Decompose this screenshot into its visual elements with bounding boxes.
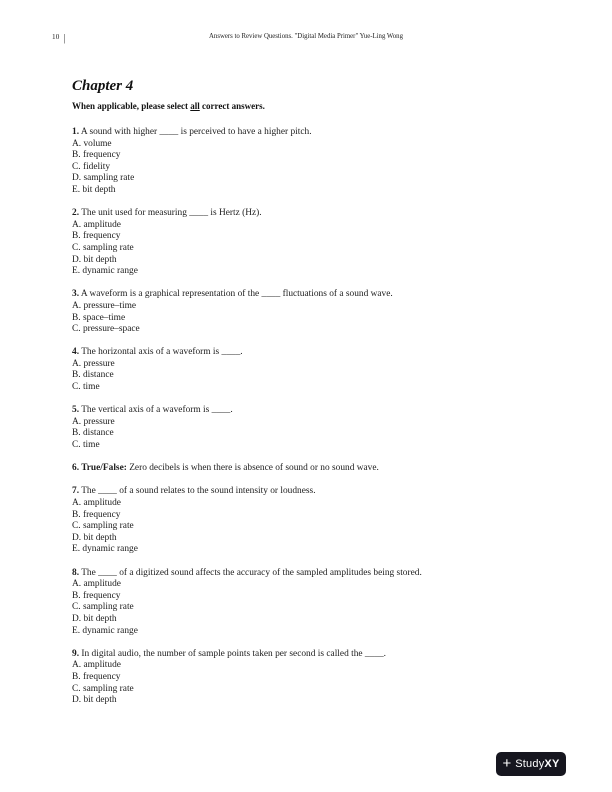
question-number: 8. [72, 567, 80, 578]
answer-option: A. amplitude [72, 660, 121, 671]
answer-option: D. bit depth [72, 613, 117, 624]
question-text: The unit used for measuring ____ is Hertz (Hz). [79, 208, 262, 219]
answer-option: A. volume [72, 138, 112, 149]
question-block [72, 463, 546, 475]
question-line [72, 568, 546, 580]
question-text: The ____ of a digitized sound affects the accuracy of the sampled amplitudes being stored. [79, 567, 422, 578]
answer-option: A. amplitude [72, 219, 121, 230]
question-text: Zero decibels is when there is absence of sound or no sound wave. [126, 463, 379, 474]
questions-list [72, 127, 546, 707]
page-number-value: 10 [52, 33, 60, 41]
plus-icon: + [502, 755, 512, 772]
question-line [72, 649, 546, 661]
question-block [72, 127, 546, 197]
answer-option: D. sampling rate [72, 173, 135, 184]
answer-option: C. sampling rate [72, 683, 134, 694]
question-text: In digital audio, the number of sample points taken per second is called the ____. [79, 648, 386, 659]
question-text: The horizontal axis of a waveform is ____. [79, 347, 243, 358]
question-block [72, 568, 546, 638]
answer-option: E. dynamic range [72, 544, 138, 555]
answer-option: E. bit depth [72, 184, 116, 195]
question-options [72, 139, 546, 197]
answer-option: B. frequency [72, 509, 121, 520]
brand-text [515, 759, 559, 770]
question-line [72, 463, 546, 475]
answer-option: C. time [72, 382, 100, 393]
header-divider: | [63, 33, 66, 44]
question-text: The vertical axis of a waveform is ____. [79, 405, 233, 416]
answer-option: C. time [72, 440, 100, 451]
question-number: 2. [72, 208, 80, 219]
answer-option: D. bit depth [72, 532, 117, 543]
question-block [72, 347, 546, 393]
question-block [72, 289, 546, 335]
answer-option: B. frequency [72, 231, 121, 242]
question-block [72, 405, 546, 451]
question-options [72, 301, 546, 336]
brand-xy: XY [544, 757, 560, 770]
answer-option: D. bit depth [72, 695, 117, 706]
question-number: 4. [72, 347, 80, 358]
chapter-title: Chapter 4 [72, 78, 134, 94]
question-number: 9. [72, 648, 80, 659]
question-block [72, 486, 546, 556]
question-text: A sound with higher ____ is perceived to have a higher pitch. [79, 127, 312, 137]
answer-option: A. amplitude [72, 579, 121, 590]
answer-option: C. pressure–space [72, 324, 140, 335]
answer-option: A. pressure–time [72, 300, 137, 311]
question-number: 6. True/False: [72, 463, 127, 474]
question-text: The ____ of a sound relates to the sound intensity or loudness. [79, 486, 316, 497]
instruction-prefix: When applicable, please select [72, 101, 191, 111]
answer-option: A. pressure [72, 416, 115, 427]
answer-option: C. sampling rate [72, 521, 134, 532]
answer-option: A. amplitude [72, 498, 121, 508]
answer-option: B. frequency [72, 590, 121, 601]
instruction-line [72, 101, 546, 112]
question-options [72, 498, 546, 556]
answer-option: B. frequency [72, 150, 121, 161]
question-line [72, 289, 546, 301]
question-number: 5. [72, 405, 80, 416]
page-number [52, 33, 66, 44]
question-options [72, 579, 546, 637]
question-options [72, 660, 546, 706]
page-content [72, 78, 546, 718]
studyxy-logo [496, 752, 566, 776]
answer-option: B. frequency [72, 671, 121, 682]
answer-option: C. fidelity [72, 161, 111, 172]
answer-option: E. dynamic range [72, 266, 138, 277]
page-header [0, 33, 612, 45]
answer-option: A. pressure [72, 358, 115, 369]
header-title: Answers to Review Questions. "Digital Media Primer" Yue-Ling Wong [209, 33, 403, 40]
question-line [72, 486, 546, 498]
question-line [72, 127, 546, 139]
question-block [72, 208, 546, 278]
answer-option: C. sampling rate [72, 242, 134, 253]
question-line [72, 208, 546, 220]
question-block [72, 649, 546, 707]
question-line [72, 347, 546, 359]
question-number: 3. [72, 289, 80, 300]
answer-option: D. bit depth [72, 254, 117, 265]
answer-option: B. distance [72, 428, 114, 439]
question-options [72, 220, 546, 278]
question-number: 7. [72, 486, 80, 497]
answer-option: B. distance [72, 370, 114, 381]
question-number: 1. [72, 127, 80, 137]
answer-option: B. space–time [72, 312, 126, 323]
question-text: A waveform is a graphical representation of the ____ fluctuations of a sound wave. [79, 289, 393, 300]
question-options [72, 417, 546, 452]
instruction-underlined-word: all [190, 101, 200, 111]
instruction-suffix: correct answers. [199, 101, 265, 111]
brand-study: Study [515, 757, 545, 770]
answer-option: C. sampling rate [72, 602, 134, 613]
question-line [72, 405, 546, 417]
answer-option: E. dynamic range [72, 625, 138, 636]
question-options [72, 359, 546, 394]
